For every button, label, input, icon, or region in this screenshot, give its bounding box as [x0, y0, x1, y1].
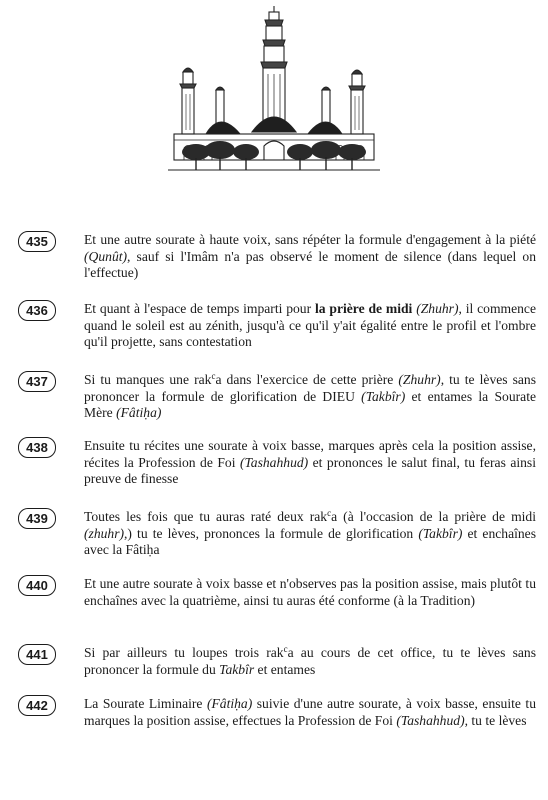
- italic-term: (Fâtiḥa): [206, 696, 253, 711]
- italic-term: (Tashahhud): [396, 712, 465, 728]
- italic-term: (Qunût): [84, 248, 128, 264]
- text-segment: et enchaînes avec la Fâtiḥa: [84, 525, 536, 558]
- verse-entry: [18, 232, 536, 282]
- text-segment: suivie d'une autre sourate, à voix basse, ensuite tu marques la position assise, effectues la Profession de Foi: [84, 696, 537, 728]
- verse-text: [84, 509, 536, 559]
- text-segment: , il commence quand le soleil est au zénith, jusqu'à ce qu'il y'ait égalité entre le profil et l'ombre qu'il projette, sans contestation: [84, 301, 536, 350]
- text-segment: , tu te lèves: [464, 712, 527, 728]
- verse-number-badge: 440: [18, 575, 56, 596]
- text-segment: Ensuite tu récites une sourate à voix basse, marques après cela la position assise, récites la Profession de Foi: [84, 438, 536, 470]
- italic-term: (zhuhr): [84, 525, 125, 541]
- italic-term: (Tashahhud): [239, 454, 309, 470]
- verse-number-badge: 436: [18, 300, 56, 321]
- verse-entry: [18, 438, 536, 488]
- italic-term: Takbîr: [219, 661, 255, 677]
- verse-entry: [18, 645, 536, 678]
- verse-entry: [18, 576, 536, 609]
- italic-term: (Takbîr): [361, 388, 406, 404]
- verse-number-badge: 438: [18, 437, 56, 458]
- verse-text: [84, 576, 536, 609]
- verse-text: [84, 696, 536, 729]
- italic-term: (Zhuhr): [416, 301, 459, 316]
- text-segment: a (à l'occasion de la prière de midi: [331, 509, 536, 524]
- verse-entry: [18, 372, 536, 422]
- mosque-icon: [160, 2, 388, 174]
- verse-text: [84, 438, 536, 488]
- text-segment: a dans l'exercice de cette prière: [215, 372, 399, 387]
- verse-number-badge: 435: [18, 231, 56, 252]
- text-segment: , sauf si l'Imâm n'a pas observé le moment de silence (dans lequel on l'effectue): [84, 248, 536, 281]
- italic-term: (Zhuhr): [398, 372, 441, 387]
- text-segment: Et une autre sourate à voix basse et n'observes pas la position assise, mais plutôt tu enchaînes avec la quatrième, ainsi tu auras été conforme (à la Tradition): [84, 576, 536, 608]
- verse-entry: [18, 301, 536, 351]
- italic-term: (Takbîr): [418, 525, 463, 541]
- verse-text: [84, 372, 536, 422]
- verse-number-badge: 441: [18, 644, 56, 665]
- verse-text: [84, 645, 536, 678]
- verse-number-badge: 437: [18, 371, 56, 392]
- italic-term: (Fâtiḥa): [116, 405, 162, 421]
- bold-term: la prière de midi: [314, 301, 413, 316]
- text-segment: Si par ailleurs tu loupes trois rak: [84, 645, 284, 660]
- text-segment: Et quant à l'espace de temps imparti pour: [84, 301, 315, 316]
- verse-number-badge: 439: [18, 508, 56, 529]
- text-segment: et prononces le salut final, tu feras ainsi preuve de finesse: [84, 454, 536, 487]
- verse-entry: [18, 509, 536, 559]
- text-segment: Et une autre sourate à haute voix, sans répéter la formule d'engagement à la piété: [84, 232, 536, 247]
- superscript-text: c: [327, 508, 332, 518]
- text-segment: Toutes les fois que tu auras raté deux rak: [84, 509, 328, 524]
- verse-text: [84, 301, 536, 351]
- verse-text: [84, 232, 536, 282]
- text-segment: a au cours de cet office, tu te lèves sans prononcer la formule du: [84, 645, 536, 677]
- superscript-text: c: [211, 371, 216, 381]
- text-segment: , tu te lèves sans prononcer la formule de glorification de DIEU: [84, 372, 537, 404]
- text-segment: et entames: [254, 661, 316, 677]
- text-segment: ,) tu te lèves, prononces la formule de glorification: [124, 525, 419, 541]
- text-segment: et entames la Sourate Mère: [84, 388, 537, 421]
- text-segment: Si tu manques une rak: [84, 372, 212, 387]
- verse-number-badge: 442: [18, 695, 56, 716]
- text-segment: La Sourate Liminaire: [84, 696, 207, 711]
- verse-entry: [18, 696, 536, 729]
- superscript-text: c: [283, 644, 288, 654]
